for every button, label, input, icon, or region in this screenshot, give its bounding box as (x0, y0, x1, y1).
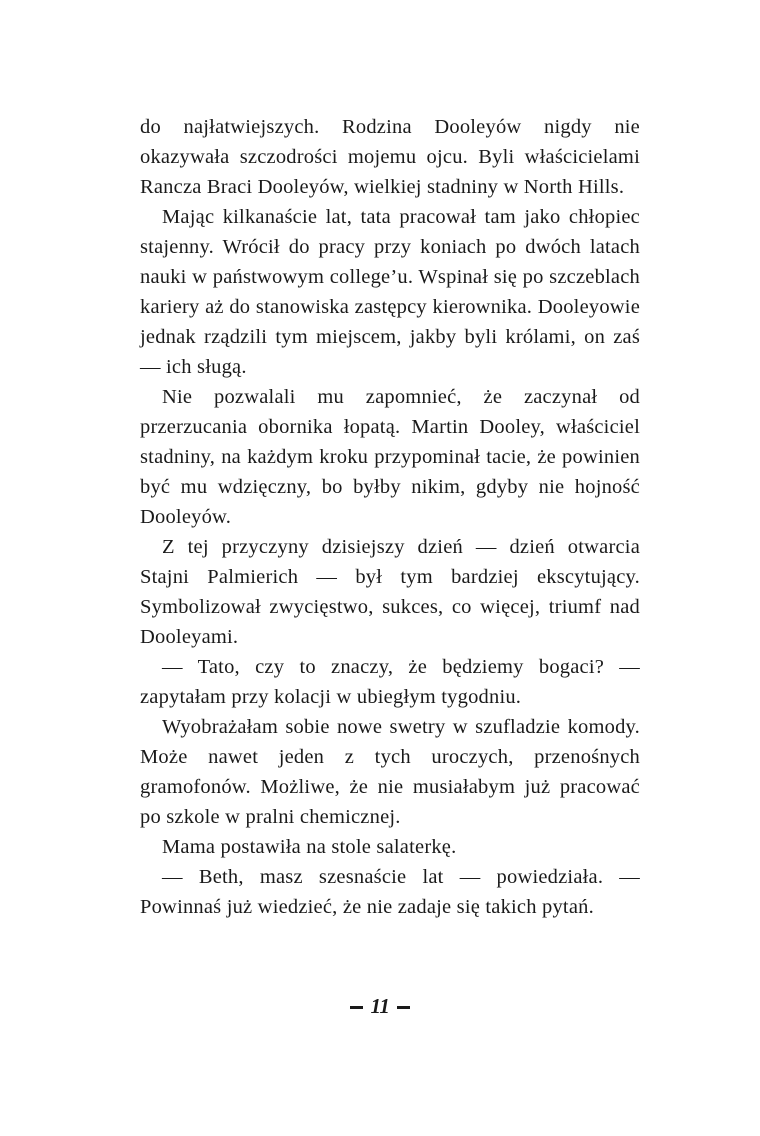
paragraph: Z tej przyczyny dzisiejszy dzień — dzień otwarcia Stajni Palmierich — był tym bardziej ekscytujący. Symbolizował zwycięstwo, sukces, co więcej, triumf nad Dooleyami. (140, 536, 640, 648)
folio-left-rule-icon (350, 1006, 363, 1009)
paragraph: Wyobrażałam sobie nowe swetry w szufladzie komody. Może nawet jeden z tych uroczych, przenośnych gramofonów. Możliwe, że nie musiałabym już pracować po szkole w pralni chemicznej. (140, 716, 640, 828)
body-text-block (140, 112, 640, 922)
paragraph: Mając kilkanaście lat, tata pracował tam jako chłopiec stajenny. Wrócił do pracy przy koniach po dwóch latach nauki w państwowym college’u. Wspinał się po szczeblach kariery aż do stanowiska zastępcy kierownika. Dooleyowie jednak rządzili tym miejscem, jakby byli królami, on zaś — ich sługą. (140, 206, 640, 378)
folio-right-rule-icon (397, 1006, 410, 1009)
page-number: 11 (370, 994, 390, 1018)
page-number-ornament (0, 992, 760, 1021)
paragraph: — Tato, czy to znaczy, że będziemy bogaci? — zapytałam przy kolacji w ubiegłym tygodniu. (140, 656, 640, 708)
paragraph: Nie pozwalali mu zapomnieć, że zaczynał od przerzucania obornika łopatą. Martin Dooley, właściciel stadniny, na każdym kroku przypominał tacie, że powinien być mu wdzięczny, bo byłby nikim, gdyby nie hojność Dooleyów. (140, 386, 640, 528)
paragraph: Mama postawiła na stole salaterkę. (162, 836, 457, 858)
paragraph: do najłatwiejszych. Rodzina Dooleyów nigdy nie okazywała szczodrości mojemu ojcu. Byli właścicielami Rancza Braci Dooleyów, wielkiej stadniny w North Hills. (140, 116, 640, 198)
paragraph: — Beth, masz szesnaście lat — powiedziała. — Powinnaś już wiedzieć, że nie zadaje się takich pytań. (140, 866, 640, 918)
